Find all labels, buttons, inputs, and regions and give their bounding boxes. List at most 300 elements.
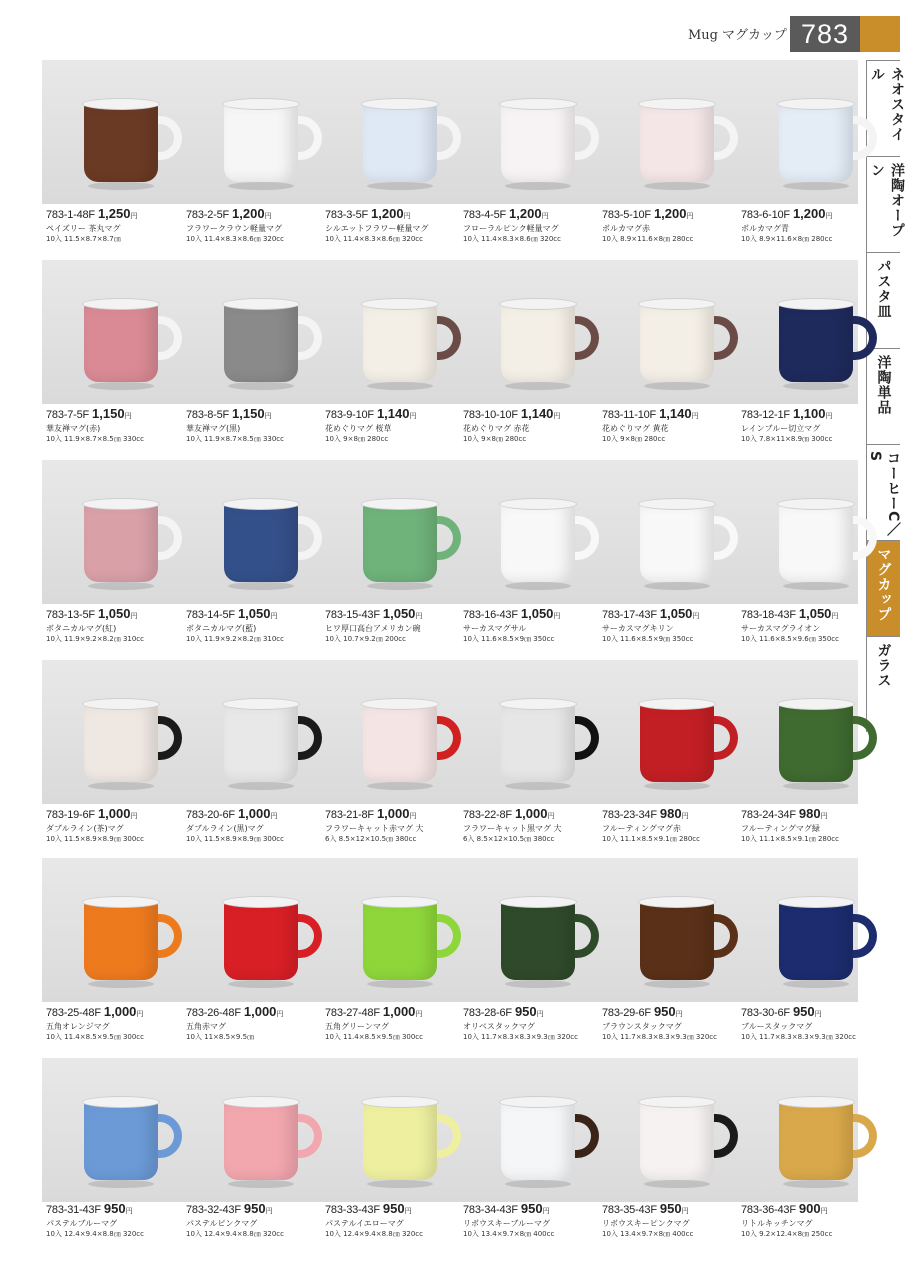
product-spec: 10入 11.9×9.2×8.2㎝ 310cc	[186, 635, 284, 643]
mug-rim	[222, 298, 300, 310]
code-price-line	[46, 405, 186, 424]
product-price: 950	[243, 1201, 266, 1216]
mug-body	[640, 302, 714, 382]
product-caption	[463, 1003, 603, 1042]
product-caption	[325, 1200, 465, 1239]
mug-photo[interactable]	[84, 502, 158, 582]
mug-rim	[777, 698, 855, 710]
mug-body	[501, 102, 575, 182]
product-price: 1,000	[97, 806, 131, 821]
mug-shadow	[505, 182, 571, 190]
product-price: 1,000	[243, 1004, 277, 1019]
product-name: リボウスキーブルーマグ	[463, 1219, 551, 1228]
product-code: 783-20-6F	[186, 809, 235, 821]
mug-shadow	[88, 382, 154, 390]
product-caption	[186, 805, 326, 844]
mug-photo[interactable]	[779, 102, 853, 182]
yen-suffix: 円	[415, 612, 423, 620]
product-price: 1,140	[659, 406, 692, 421]
mug-photo[interactable]	[640, 900, 714, 980]
product-caption	[602, 1200, 742, 1239]
product-price: 1,250	[97, 206, 131, 221]
product-caption	[602, 205, 742, 244]
yen-suffix: 円	[691, 412, 699, 420]
product-caption	[741, 1003, 881, 1042]
mug-photo[interactable]	[640, 102, 714, 182]
product-spec: 10入 13.4×9.7×8㎝ 400cc	[463, 1230, 555, 1238]
mug-rim	[777, 298, 855, 310]
mug-photo[interactable]	[779, 1100, 853, 1180]
yen-suffix: 円	[536, 1010, 544, 1018]
product-price: 1,150	[232, 406, 265, 421]
product-caption	[325, 405, 465, 444]
mug-photo[interactable]	[779, 702, 853, 782]
product-name: 華友禅マグ(黒)	[186, 424, 241, 433]
mug-photo[interactable]	[779, 502, 853, 582]
product-price: 950	[520, 1201, 543, 1216]
mug-body	[363, 900, 437, 980]
mug-shadow	[644, 980, 710, 988]
yen-suffix: 円	[820, 812, 828, 820]
mug-rim	[82, 1096, 160, 1108]
mug-body	[224, 102, 298, 182]
mug-body	[224, 900, 298, 980]
photo-band	[42, 260, 858, 404]
product-spec: 10入 13.4×9.7×8㎝ 400cc	[602, 1230, 694, 1238]
yen-suffix: 円	[264, 412, 272, 420]
yen-suffix: 円	[264, 212, 272, 220]
product-price: 1,200	[653, 206, 687, 221]
product-name: ボルカマグ青	[741, 224, 789, 233]
mug-rim	[222, 698, 300, 710]
product-code: 783-5-10F	[602, 209, 651, 221]
mug-shadow	[228, 980, 294, 988]
yen-suffix: 円	[675, 1010, 683, 1018]
product-spec: 10入 12.4×9.4×8.8㎝ 320cc	[46, 1230, 144, 1238]
product-price: 1,050	[237, 606, 271, 621]
product-code: 783-7-5F	[46, 409, 90, 421]
mug-rim	[222, 498, 300, 510]
mug-shadow	[367, 782, 433, 790]
mug-photo[interactable]	[363, 102, 437, 182]
product-spec: 10入 11.7×8.3×8.3×9.3㎝ 320cc	[463, 1033, 578, 1041]
code-price-line	[602, 1003, 742, 1022]
mug-shadow	[88, 582, 154, 590]
product-caption	[186, 605, 326, 644]
mug-body	[501, 1100, 575, 1180]
mug-rim	[638, 298, 716, 310]
mug-rim	[638, 698, 716, 710]
product-price: 980	[659, 806, 682, 821]
yen-suffix: 円	[270, 812, 278, 820]
product-code: 783-1-48F	[46, 209, 95, 221]
product-caption	[602, 405, 742, 444]
mug-photo[interactable]	[84, 702, 158, 782]
product-caption	[463, 205, 603, 244]
yen-suffix: 円	[276, 1010, 284, 1018]
code-price-line	[602, 205, 742, 224]
mug-shadow	[88, 782, 154, 790]
mug-shadow	[88, 980, 154, 988]
code-price-line	[46, 605, 186, 624]
product-price: 950	[653, 1004, 676, 1019]
mug-photo[interactable]	[224, 502, 298, 582]
mug-rim	[361, 896, 439, 908]
side-tab-label: ガラス	[875, 643, 892, 688]
mug-rim	[222, 98, 300, 110]
code-price-line	[186, 605, 326, 624]
mug-shadow	[367, 980, 433, 988]
yen-suffix: 円	[686, 212, 694, 220]
mug-body	[501, 302, 575, 382]
mug-rim	[777, 896, 855, 908]
product-name: ダブルライン(茶)マグ	[46, 824, 124, 833]
mug-rim	[82, 98, 160, 110]
product-code: 783-18-43F	[741, 609, 796, 621]
product-caption	[602, 605, 742, 644]
product-name: フラワーキャット赤マグ 大	[325, 824, 424, 833]
photo-band	[42, 660, 858, 804]
product-spec: 10入 11.4×8.3×8.6㎝ 320cc	[186, 235, 284, 243]
side-tab-label: ネオスタイル	[869, 67, 905, 142]
page-number-tab-accent	[860, 16, 900, 52]
product-price: 980	[798, 806, 821, 821]
code-price-line	[741, 605, 881, 624]
mug-rim	[82, 498, 160, 510]
mug-body	[501, 900, 575, 980]
product-name: ペイズリー 茶丸マグ	[46, 224, 121, 233]
product-name: ヒワ厚口高台アメリカン碗	[325, 624, 421, 633]
product-name: パステルピンクマグ	[186, 1219, 258, 1228]
mug-photo[interactable]	[224, 102, 298, 182]
product-caption	[46, 205, 186, 244]
mug-rim	[361, 298, 439, 310]
product-name: ボルカマグ赤	[602, 224, 650, 233]
product-caption	[741, 205, 881, 244]
yen-suffix: 円	[130, 812, 138, 820]
product-caption	[46, 1200, 186, 1239]
product-price: 1,050	[97, 606, 131, 621]
mug-photo[interactable]	[501, 502, 575, 582]
product-caption	[463, 605, 603, 644]
mug-body	[363, 702, 437, 782]
product-code: 783-13-5F	[46, 609, 95, 621]
mug-shadow	[228, 782, 294, 790]
yen-suffix: 円	[542, 1207, 550, 1215]
mug-photo[interactable]	[84, 102, 158, 182]
mug-shadow	[644, 582, 710, 590]
product-spec: 10入 11.4×8.5×9.5㎝ 300cc	[46, 1033, 144, 1041]
product-caption	[186, 205, 326, 244]
product-caption	[325, 1003, 465, 1042]
mug-shadow	[783, 182, 849, 190]
product-name: レインブルー切立マグ	[741, 424, 821, 433]
product-code: 783-21-8F	[325, 809, 374, 821]
mug-shadow	[367, 382, 433, 390]
product-code: 783-16-43F	[463, 609, 518, 621]
mug-rim	[361, 98, 439, 110]
product-name: サーカスマグサル	[463, 624, 527, 633]
code-price-line	[463, 1200, 603, 1219]
yen-suffix: 円	[403, 212, 411, 220]
code-price-line	[741, 1200, 881, 1219]
yen-suffix: 円	[404, 1207, 412, 1215]
product-name: オリベスタックマグ	[463, 1022, 535, 1031]
product-spec: 10入 11.5×8.9×8.9㎝ 300cc	[46, 835, 144, 843]
mug-body	[224, 1100, 298, 1180]
product-name: パステルイエローマグ	[325, 1219, 404, 1228]
product-name: 花めぐりマグ 赤花	[463, 424, 530, 433]
product-caption	[46, 805, 186, 844]
product-price: 1,200	[792, 206, 826, 221]
mug-shadow	[783, 1180, 849, 1188]
mug-photo[interactable]	[84, 1100, 158, 1180]
product-code: 783-4-5F	[463, 209, 507, 221]
mug-photo[interactable]	[640, 1100, 714, 1180]
mug-shadow	[228, 1180, 294, 1188]
product-caption	[463, 1200, 603, 1239]
product-price: 1,200	[509, 206, 542, 221]
mug-shadow	[644, 382, 710, 390]
product-caption	[186, 405, 326, 444]
product-code: 783-10-10F	[463, 409, 518, 421]
product-code: 783-17-43F	[602, 609, 657, 621]
product-code: 783-3-5F	[325, 209, 369, 221]
code-price-line	[741, 805, 881, 824]
code-price-line	[463, 205, 603, 224]
product-code: 783-8-5F	[186, 409, 230, 421]
yen-suffix: 円	[415, 1010, 423, 1018]
code-price-line	[186, 805, 326, 824]
product-price: 1,050	[659, 606, 693, 621]
yen-suffix: 円	[820, 1207, 828, 1215]
category-heading	[688, 24, 787, 43]
mug-body	[640, 900, 714, 980]
mug-body	[779, 102, 853, 182]
product-name: ダブルライン(黒)マグ	[186, 824, 264, 833]
mug-shadow	[88, 1180, 154, 1188]
mug-photo[interactable]	[363, 502, 437, 582]
product-spec: 10入 12.4×9.4×8.8㎝ 320cc	[325, 1230, 423, 1238]
mug-shadow	[505, 980, 571, 988]
product-name: ブルースタックマグ	[741, 1022, 813, 1031]
product-price: 900	[798, 1201, 821, 1216]
mug-photo[interactable]	[501, 702, 575, 782]
yen-suffix: 円	[825, 412, 833, 420]
mug-photo[interactable]	[363, 302, 437, 382]
product-spec: 10入 9.2×12.4×8㎝ 250cc	[741, 1230, 833, 1238]
yen-suffix: 円	[692, 612, 700, 620]
mug-rim	[499, 698, 577, 710]
mug-rim	[361, 498, 439, 510]
mug-rim	[777, 98, 855, 110]
yen-suffix: 円	[553, 612, 561, 620]
mug-body	[779, 1100, 853, 1180]
mug-photo[interactable]	[363, 1100, 437, 1180]
mug-shadow	[367, 1180, 433, 1188]
product-code: 783-2-5F	[186, 209, 230, 221]
product-name: フローラルピンク軽量マグ	[463, 224, 559, 233]
code-price-line	[46, 1003, 186, 1022]
mug-rim	[638, 1096, 716, 1108]
mug-rim	[82, 896, 160, 908]
product-spec: 10入 11.1×8.5×9.1㎝ 280cc	[741, 835, 839, 843]
product-price: 950	[103, 1201, 126, 1216]
mug-body	[640, 1100, 714, 1180]
product-price: 950	[382, 1201, 405, 1216]
yen-suffix: 円	[409, 412, 417, 420]
product-price: 1,000	[376, 806, 410, 821]
yen-suffix: 円	[541, 212, 549, 220]
code-price-line	[46, 805, 186, 824]
mug-shadow	[644, 782, 710, 790]
product-spec: 10入 11.4×8.3×8.6㎝ 320cc	[325, 235, 423, 243]
mug-photo[interactable]	[363, 702, 437, 782]
mug-photo[interactable]	[224, 302, 298, 382]
product-spec: 10入 11.7×8.3×8.3×9.3㎝ 320cc	[602, 1033, 717, 1041]
mug-shadow	[505, 382, 571, 390]
code-price-line	[325, 805, 465, 824]
mug-body	[363, 1100, 437, 1180]
product-spec: 10入 11.9×9.2×8.2㎝ 310cc	[46, 635, 144, 643]
product-name: ボタニカルマグ(藍)	[186, 624, 257, 633]
yen-suffix: 円	[136, 1010, 144, 1018]
code-price-line	[325, 1003, 465, 1022]
mug-rim	[777, 1096, 855, 1108]
mug-shadow	[644, 182, 710, 190]
mug-photo[interactable]	[501, 900, 575, 980]
mug-shadow	[367, 582, 433, 590]
mug-shadow	[783, 782, 849, 790]
product-spec: 10入 11.4×8.5×9.5㎝ 300cc	[325, 1033, 423, 1041]
side-tab-6[interactable]	[866, 636, 900, 732]
photo-band	[42, 858, 858, 1002]
product-code: 783-26-48F	[186, 1007, 241, 1019]
product-caption	[741, 1200, 881, 1239]
product-spec: 10入 12.4×9.4×8.8㎝ 320cc	[186, 1230, 284, 1238]
product-caption	[186, 1003, 326, 1042]
product-code: 783-23-34F	[602, 809, 657, 821]
product-code: 783-32-43F	[186, 1204, 241, 1216]
mug-shadow	[228, 582, 294, 590]
category-en: Mug	[688, 28, 719, 43]
product-name: フラワーキャット黒マグ 大	[463, 824, 562, 833]
product-caption	[325, 805, 465, 844]
mug-shadow	[644, 1180, 710, 1188]
product-caption	[325, 605, 465, 644]
mug-photo[interactable]	[224, 1100, 298, 1180]
mug-rim	[361, 1096, 439, 1108]
mug-body	[224, 702, 298, 782]
product-price: 950	[792, 1004, 815, 1019]
mug-rim	[638, 98, 716, 110]
product-name: 花めぐりマグ 黄花	[602, 424, 669, 433]
mug-photo[interactable]	[363, 900, 437, 980]
product-price: 1,050	[520, 606, 554, 621]
mug-rim	[361, 698, 439, 710]
mug-body	[779, 702, 853, 782]
yen-suffix: 円	[553, 412, 561, 420]
mug-photo[interactable]	[501, 102, 575, 182]
code-price-line	[46, 1200, 186, 1219]
product-code: 783-19-6F	[46, 809, 95, 821]
mug-photo[interactable]	[84, 302, 158, 382]
mug-rim	[499, 896, 577, 908]
page-number: 783	[790, 16, 860, 52]
mug-rim	[222, 1096, 300, 1108]
product-spec: 10入 11.6×8.5×9㎝ 350cc	[463, 635, 555, 643]
code-price-line	[186, 1003, 326, 1022]
mug-photo[interactable]	[84, 900, 158, 980]
product-price: 1,000	[514, 806, 548, 821]
yen-suffix: 円	[125, 1207, 133, 1215]
product-code: 783-35-43F	[602, 1204, 657, 1216]
code-price-line	[325, 605, 465, 624]
yen-suffix: 円	[130, 612, 138, 620]
mug-rim	[499, 498, 577, 510]
product-code: 783-30-6F	[741, 1007, 790, 1019]
product-price: 1,050	[382, 606, 416, 621]
mug-body	[363, 102, 437, 182]
code-price-line	[741, 1003, 881, 1022]
mug-body	[84, 702, 158, 782]
mug-photo[interactable]	[501, 302, 575, 382]
mug-body	[640, 502, 714, 582]
product-spec: 10入 9×8㎝ 280cc	[325, 435, 389, 443]
mug-body	[640, 102, 714, 182]
product-spec: 10入 11.9×8.7×8.5㎝ 330cc	[186, 435, 284, 443]
product-spec: 10入 11.1×8.5×9.1㎝ 280cc	[602, 835, 700, 843]
code-price-line	[463, 805, 603, 824]
yen-suffix: 円	[124, 412, 132, 420]
mug-photo[interactable]	[640, 502, 714, 582]
mug-photo[interactable]	[501, 1100, 575, 1180]
product-code: 783-28-6F	[463, 1007, 512, 1019]
side-tab-label: パスタ皿	[875, 259, 892, 319]
product-caption	[602, 1003, 742, 1042]
mug-shadow	[228, 382, 294, 390]
mug-shadow	[505, 782, 571, 790]
product-name: フラワークラウン軽量マグ	[186, 224, 282, 233]
code-price-line	[463, 605, 603, 624]
mug-shadow	[228, 182, 294, 190]
mug-photo[interactable]	[224, 900, 298, 980]
mug-rim	[777, 498, 855, 510]
yen-suffix: 円	[814, 1010, 822, 1018]
product-spec: 10入 7.8×11×8.9㎝ 300cc	[741, 435, 833, 443]
product-code: 783-11-10F	[602, 409, 657, 421]
product-name: フルーティングマグ赤	[602, 824, 681, 833]
product-spec: 10入 10.7×9.2㎝ 200cc	[325, 635, 406, 643]
product-code: 783-25-48F	[46, 1007, 101, 1019]
mug-photo[interactable]	[640, 302, 714, 382]
mug-shadow	[783, 382, 849, 390]
code-price-line	[741, 205, 881, 224]
mug-photo[interactable]	[779, 900, 853, 980]
product-name: サーカスマグライオン	[741, 624, 821, 633]
yen-suffix: 円	[270, 612, 278, 620]
product-name: フルーティングマグ緑	[741, 824, 820, 833]
mug-photo[interactable]	[224, 702, 298, 782]
product-name: 花めぐりマグ 桜草	[325, 424, 392, 433]
product-spec: 10入 8.9×11.6×8㎝ 280cc	[602, 235, 694, 243]
yen-suffix: 円	[681, 812, 689, 820]
product-name: リトルキッチンマグ	[741, 1219, 813, 1228]
mug-photo[interactable]	[779, 302, 853, 382]
mug-photo[interactable]	[640, 702, 714, 782]
product-name: パステルブルーマグ	[46, 1219, 118, 1228]
product-code: 783-31-43F	[46, 1204, 101, 1216]
